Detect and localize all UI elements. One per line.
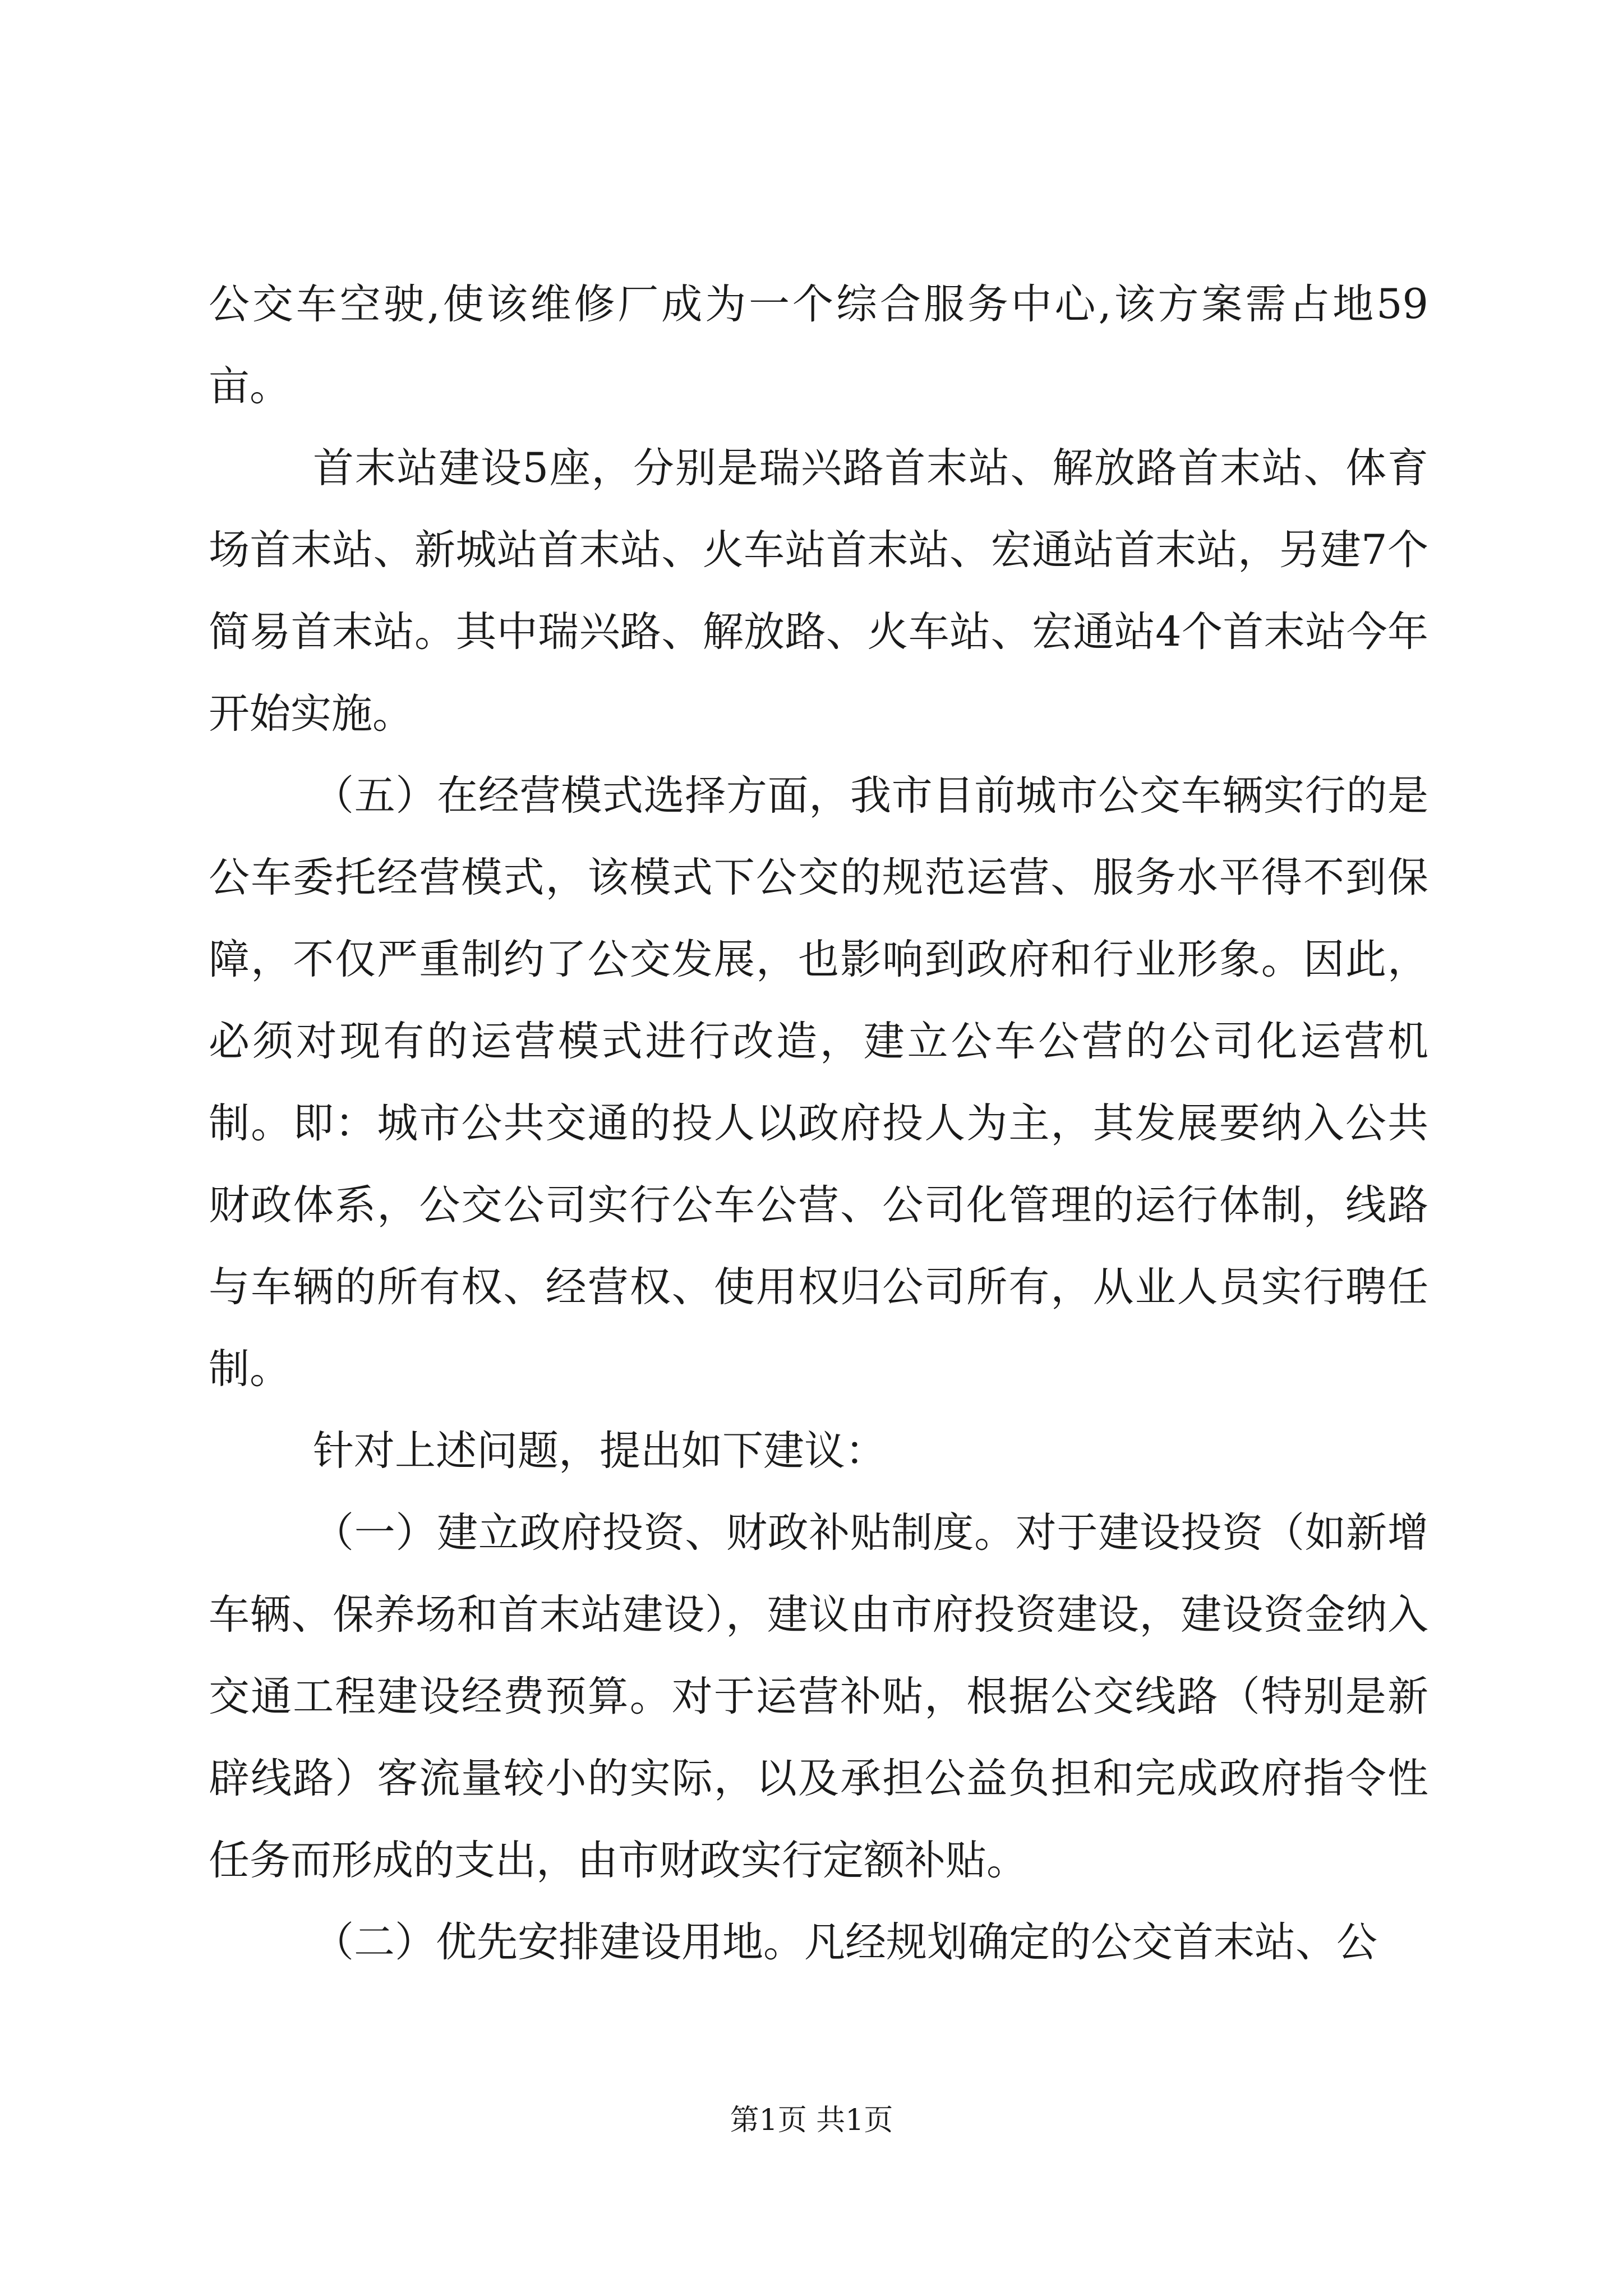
paragraph: 首末站建设5座，分别是瑞兴路首末站、解放路首末站、体育场首末站、新城站首末站、火车站首末站、宏通站首末站，另建7个简易首末站。其中瑞兴路、解放路、火车站、宏通站4个首末站今年开始实施。 xyxy=(209,444,1428,738)
paragraph: （一）建立政府投资、财政补贴制度。对于建设投资（如新增车辆、保养场和首末站建设），建议由市府投资建设，建设资金纳入交通工程建设经费预算。对于运营补贴，根据公交线路（特别是新辟线路）客流量较小的实际，以及承担公益负担和完成政府指令性任务而形成的支出，由市财政实行定额补贴。 xyxy=(209,1509,1428,1884)
page-footer: 第1页 共1页 xyxy=(730,2104,893,2137)
paragraph: （五）在经营模式选择方面，我市目前城市公交车辆实行的是公车委托经营模式，该模式下公交的规范运营、服务水平得不到保障，不仅严重制约了公交发展，也影响到政府和行业形象。因此，必须对现有的运营模式进行改造，建立公车公营的公司化运营机制。即：城市公共交通的投人以政府投人为主，其发展要纳入公共财政体系，公交公司实行公车公营、公司化管理的运行体制，线路与车辆的所有权、经营权、使用权归公司所有，从业人员实行聘任制。 xyxy=(209,772,1428,1393)
paragraph: 公交车空驶,使该维修厂成为一个综合服务中心,该方案需占地59亩。 xyxy=(209,280,1428,410)
document-body xyxy=(209,264,1428,1984)
paragraph: （二）优先安排建设用地。凡经规划确定的公交首末站、公 xyxy=(313,1918,1377,1966)
paragraph: 针对上述问题，提出如下建议： xyxy=(313,1427,886,1475)
